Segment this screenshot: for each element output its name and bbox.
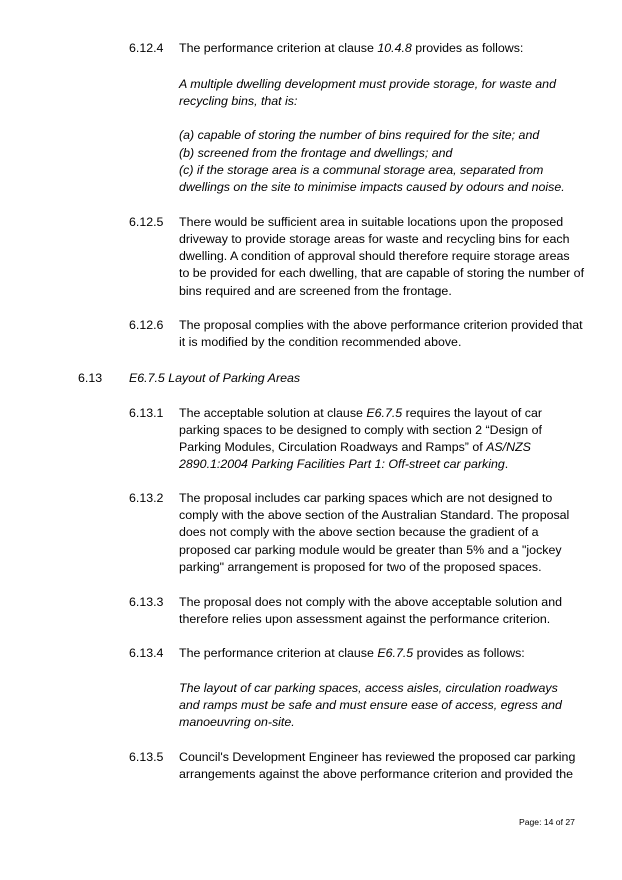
paragraph-line: The performance criterion at clause 10.4.8 provides as follows:: [179, 41, 524, 55]
paragraph-line: to be provided for each dwelling, that are capable of storing the number of: [179, 266, 585, 280]
quote-line: and ramps must be safe and must ensure ease of access, egress and: [179, 698, 562, 712]
paragraph-line: bins required and are screened from the frontage.: [179, 284, 452, 298]
quote-line: (c) if the storage area is a communal storage area, separated from: [179, 163, 544, 177]
quote-line: manoeuvring on-site.: [179, 715, 295, 729]
paragraph-line: The acceptable solution at clause E6.7.5 requires the layout of car: [179, 406, 542, 420]
paragraph-line: 2890.1:2004 Parking Facilities Part 1: Off-street car parking.: [179, 457, 509, 471]
section-number: 6.12.5: [129, 215, 164, 229]
paragraph-line: proposed car parking module would be greater than 5% and a "jockey: [179, 543, 562, 557]
quote-line: A multiple dwelling development must provide storage, for waste and: [179, 77, 556, 91]
paragraph-line: parking" arrangement is proposed for two of the proposed spaces.: [179, 560, 542, 574]
section-number: 6.12.6: [129, 318, 164, 332]
paragraph-line: The proposal includes car parking spaces which are not designed to: [179, 491, 553, 505]
section-number: 6.13.5: [129, 750, 164, 764]
quote-line: The layout of car parking spaces, access aisles, circulation roadways: [179, 681, 558, 695]
paragraph-line: driveway to provide storage areas for waste and recycling bins for each: [179, 232, 570, 246]
paragraph-line: it is modified by the condition recommended above.: [179, 335, 462, 349]
quote-line: recycling bins, that is:: [179, 94, 298, 108]
paragraph-line: dwelling. A condition of approval should therefore require storage areas: [179, 249, 570, 263]
quote-line: (b) screened from the frontage and dwellings; and: [179, 146, 453, 160]
paragraph-line: parking spaces to be designed to comply with section 2 “Design of: [179, 423, 542, 437]
paragraph-line: does not comply with the above section because the gradient of a: [179, 525, 539, 539]
section-number: 6.12.4: [129, 41, 164, 55]
paragraph-line: There would be sufficient area in suitable locations upon the proposed: [179, 215, 564, 229]
quote-line: dwellings on the site to minimise impacts caused by odours and noise.: [179, 180, 565, 194]
section-number: 6.13.4: [129, 646, 164, 660]
paragraph-line: The proposal does not comply with the above acceptable solution and: [179, 595, 562, 609]
quote-line: (a) capable of storing the number of bins required for the site; and: [179, 128, 540, 142]
paragraph-line: Council's Development Engineer has reviewed the proposed car parking: [179, 750, 576, 764]
paragraph-line: therefore relies upon assessment against the performance criterion.: [179, 612, 551, 626]
paragraph-line: The performance criterion at clause E6.7.5 provides as follows:: [179, 646, 525, 660]
section-number: 6.13: [78, 371, 103, 385]
paragraph-line: The proposal complies with the above performance criterion provided that: [179, 318, 583, 332]
page-number: Page: 14 of 27: [519, 817, 575, 827]
paragraph-line: Parking Modules, Circulation Roadways and Ramps” of AS/NZS: [179, 440, 531, 454]
section-number: 6.13.1: [129, 406, 164, 420]
section-number: 6.13.2: [129, 491, 164, 505]
paragraph-line: arrangements against the above performance criterion and provided the: [179, 767, 573, 781]
section-number: 6.13.3: [129, 595, 164, 609]
section-heading: E6.7.5 Layout of Parking Areas: [129, 371, 301, 385]
paragraph-line: comply with the above section of the Australian Standard. The proposal: [179, 508, 570, 522]
